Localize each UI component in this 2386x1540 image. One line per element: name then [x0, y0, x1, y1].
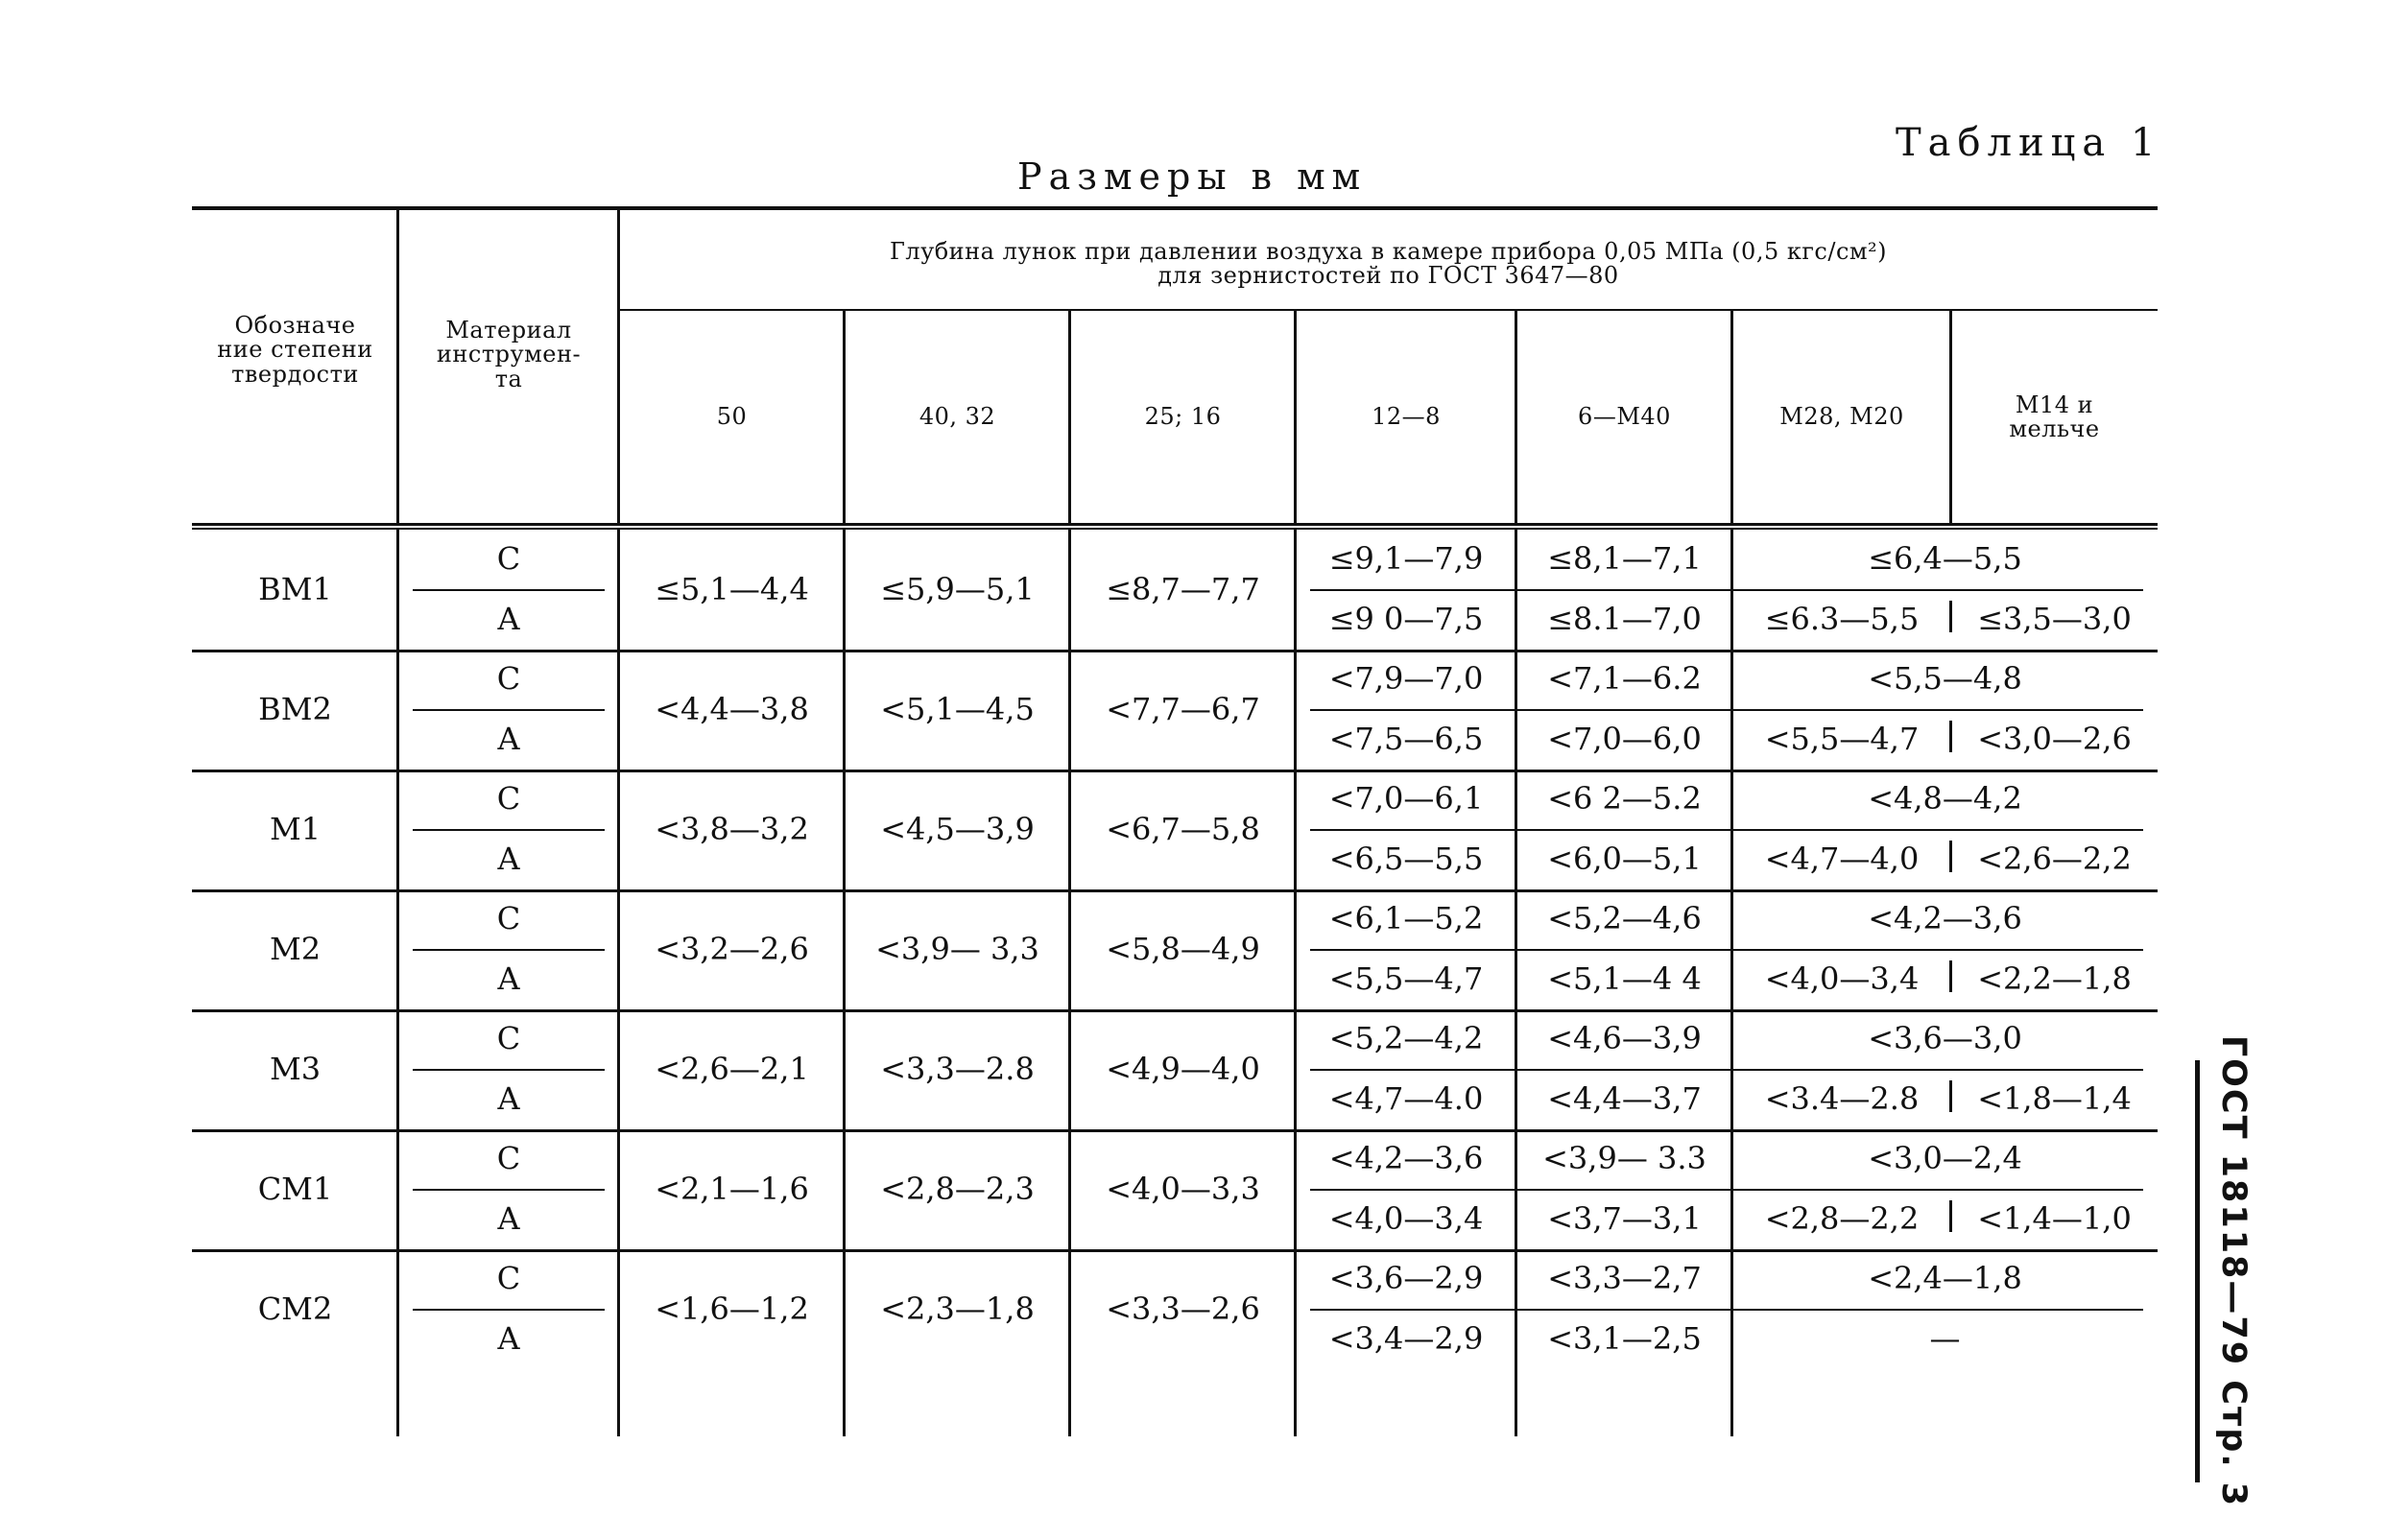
depth-cell-c: <2,4—1,8	[1868, 1260, 2022, 1297]
depth-cell: ≤5,1—4,4	[655, 570, 809, 607]
material-a: А	[496, 1079, 521, 1117]
depth-cell-c: ≤6,4—5,5	[1868, 540, 2022, 578]
depth-cell: <7,7—6,7	[1106, 690, 1260, 727]
table-subtitle: Размеры в мм	[1017, 155, 1368, 198]
depth-cell-a: <2,6—2,2	[1977, 840, 2132, 877]
depth-cell-a: ≤9 0—7,5	[1328, 600, 1484, 637]
depth-cell-c: <5,2—4,6	[1547, 900, 1702, 937]
depth-cell: <1,6—1,2	[655, 1290, 809, 1327]
material-divider	[413, 1309, 605, 1311]
material-a: А	[496, 840, 521, 877]
depth-cell: <2,1—1,6	[655, 1170, 809, 1207]
col-header-group: Глубина лунок при давлении воздуха в камере прибора 0,05 МПа (0,5 кгс/см²) для зернистостей по ГОСТ 3647—80	[889, 237, 1888, 289]
depth-cell-c: <3,6—2,9	[1328, 1260, 1484, 1297]
hardness-code: ВМ2	[258, 690, 332, 727]
col-header-grain: 12—8	[1372, 403, 1441, 431]
material-a: А	[496, 960, 521, 997]
hardness-code: М3	[269, 1050, 322, 1087]
depth-cell-a: ≤8.1—7,0	[1547, 600, 1702, 637]
depth-cell: ≤8,7—7,7	[1106, 570, 1260, 607]
material-a: А	[496, 720, 521, 757]
depth-cell-c: <3,6—3,0	[1868, 1020, 2022, 1057]
fine-split	[1949, 1080, 1952, 1112]
side-label-text: ГОСТ 18118—79 Стр. 3	[2214, 1034, 2253, 1508]
depth-cell-a: <3.4—2.8	[1764, 1079, 1920, 1117]
table-title: Таблица 1	[1896, 121, 2162, 165]
col-header-grain: 25; 16	[1144, 403, 1222, 431]
depth-cell-c: <4,8—4,2	[1868, 780, 2022, 817]
material-c: С	[496, 1260, 521, 1297]
depth-cell-c: ≤9,1—7,9	[1328, 540, 1484, 578]
material-divider	[413, 949, 605, 951]
depth-cell: <4,9—4,0	[1106, 1050, 1260, 1087]
depth-cell: <5,8—4,9	[1106, 930, 1260, 967]
material-divider	[413, 1189, 605, 1191]
depth-cell: ≤5,9—5,1	[880, 570, 1035, 607]
page-side-label	[2195, 1034, 2272, 1508]
depth-cell-a: <5,5—4,7	[1764, 720, 1920, 757]
depth-cell: <4,5—3,9	[880, 810, 1035, 847]
material-c: С	[496, 1020, 521, 1057]
depth-cell-c: <6 2—5.2	[1547, 780, 1702, 817]
depth-cell: <4,0—3,3	[1106, 1170, 1260, 1207]
top-rule	[192, 206, 2158, 210]
depth-cell-a: <7,5—6,5	[1328, 720, 1484, 757]
hardness-table	[192, 206, 2158, 1471]
material-c: С	[496, 900, 521, 937]
depth-cell-c: <7,0—6,1	[1328, 780, 1484, 817]
col-header-grain: 40, 32	[919, 403, 996, 431]
depth-cell-c: <5,5—4,8	[1868, 660, 2022, 698]
hardness-code: М1	[269, 810, 322, 847]
depth-cell: <3,3—2.8	[880, 1050, 1035, 1087]
material-c: С	[496, 1140, 521, 1177]
col-header-grain: 50	[716, 403, 748, 431]
col-header-grain: М28, М20	[1779, 403, 1904, 431]
hardness-code: СМ2	[257, 1290, 333, 1327]
material-divider	[413, 709, 605, 711]
depth-cell-a: <7,0—6,0	[1547, 720, 1702, 757]
material-a: А	[496, 600, 521, 637]
depth-cell: <6,7—5,8	[1106, 810, 1260, 847]
depth-cell: <2,6—2,1	[655, 1050, 809, 1087]
col-header-grain: 6—М40	[1578, 403, 1671, 431]
depth-cell-a: <1,4—1,0	[1977, 1199, 2132, 1237]
depth-cell-a: <6,0—5,1	[1547, 840, 1702, 877]
depth-cell-a: —	[1929, 1319, 1961, 1357]
grain-header-rule	[619, 309, 2158, 311]
depth-cell-a: <4,4—3,7	[1547, 1079, 1702, 1117]
depth-cell-a: <4,7—4.0	[1328, 1079, 1484, 1117]
depth-cell-c: <7,1—6.2	[1547, 660, 1702, 698]
depth-cell-c: <3,9— 3.3	[1542, 1140, 1706, 1177]
depth-cell-c: <5,2—4,2	[1328, 1020, 1484, 1057]
depth-cell-c: <4,2—3,6	[1328, 1140, 1484, 1177]
depth-cell: <3,9— 3,3	[875, 930, 1039, 967]
depth-cell: <2,3—1,8	[880, 1290, 1035, 1327]
depth-cell: <3,2—2,6	[655, 930, 809, 967]
material-c: С	[496, 780, 521, 817]
depth-cell-a: <2,8—2,2	[1764, 1199, 1920, 1237]
depth-cell: <3,3—2,6	[1106, 1290, 1260, 1327]
material-c: С	[496, 660, 521, 698]
depth-cell-c: <4,6—3,9	[1547, 1020, 1702, 1057]
hardness-code: СМ1	[257, 1170, 333, 1207]
depth-cell-c: <7,9—7,0	[1328, 660, 1484, 698]
depth-cell-a: <4,0—3,4	[1764, 960, 1920, 997]
fine-split	[1949, 601, 1952, 632]
depth-cell: <2,8—2,3	[880, 1170, 1035, 1207]
depth-cell-a: <4,0—3,4	[1328, 1199, 1484, 1237]
depth-cell-c: <3,3—2,7	[1547, 1260, 1702, 1297]
fine-split	[1949, 1200, 1952, 1232]
depth-cell-c: ≤8,1—7,1	[1547, 540, 1702, 578]
material-divider	[413, 1069, 605, 1071]
depth-cell-a: <5,1—4 4	[1547, 960, 1702, 997]
depth-cell-a: <3,1—2,5	[1547, 1319, 1702, 1357]
depth-cell-a: <3,7—3,1	[1547, 1199, 1702, 1237]
depth-cell-c: <3,0—2,4	[1868, 1140, 2022, 1177]
depth-cell: <3,8—3,2	[655, 810, 809, 847]
material-c: С	[496, 540, 521, 578]
depth-cell-a: <5,5—4,7	[1328, 960, 1484, 997]
hardness-code: ВМ1	[258, 570, 332, 607]
col-header-material: Материал инструмен- та	[436, 317, 582, 392]
depth-cell: <4,4—3,8	[655, 690, 809, 727]
depth-cell-a: <2,2—1,8	[1977, 960, 2132, 997]
fine-split	[1949, 960, 1952, 992]
material-divider	[413, 829, 605, 831]
col-header-grain: М14 и мельче	[2009, 391, 2100, 442]
header-rule	[192, 523, 2158, 526]
depth-cell-a: <4,7—4,0	[1764, 840, 1920, 877]
depth-cell-a: <6,5—5,5	[1328, 840, 1484, 877]
material-a: А	[496, 1199, 521, 1237]
depth-cell-c: <4,2—3,6	[1868, 900, 2022, 937]
material-divider	[413, 589, 605, 591]
depth-cell: <5,1—4,5	[880, 690, 1035, 727]
depth-cell-a: <3,4—2,9	[1328, 1319, 1484, 1357]
hardness-code: М2	[269, 930, 322, 967]
depth-cell-a: ≤3,5—3,0	[1977, 600, 2132, 637]
fine-split	[1949, 841, 1952, 872]
depth-cell-a: <3,0—2,6	[1977, 720, 2132, 757]
col-header-hardness: Обозначе ние степени твердости	[217, 312, 373, 388]
side-label-bar	[2195, 1060, 2200, 1482]
depth-cell-a: ≤6.3—5,5	[1764, 600, 1920, 637]
fine-split	[1949, 721, 1952, 752]
material-a: А	[496, 1319, 521, 1357]
depth-cell-a: <1,8—1,4	[1977, 1079, 2132, 1117]
depth-cell-c: <6,1—5,2	[1328, 900, 1484, 937]
